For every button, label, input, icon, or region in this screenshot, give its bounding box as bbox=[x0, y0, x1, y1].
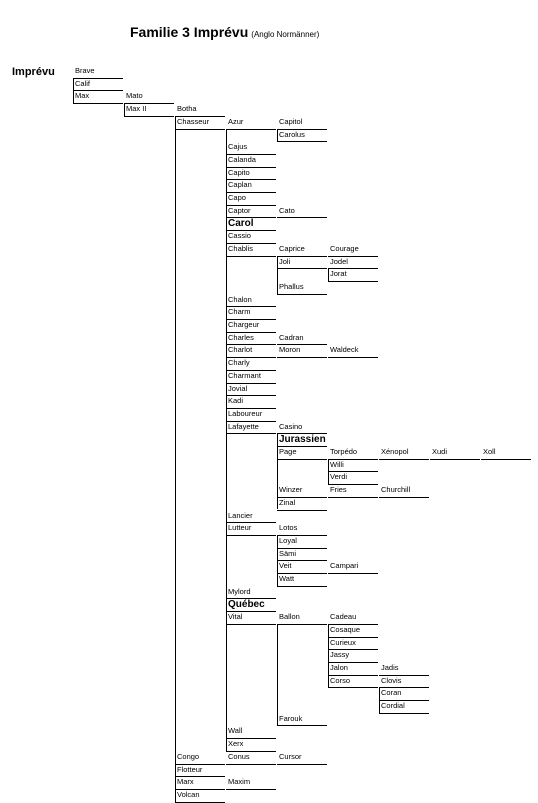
horse-name: Volcan bbox=[177, 789, 200, 799]
underline bbox=[226, 256, 276, 257]
horse-name: Cordial bbox=[381, 701, 405, 710]
connector-line bbox=[277, 256, 278, 294]
connector-line bbox=[328, 459, 329, 484]
connector-line bbox=[277, 624, 278, 726]
horse-name: Botha bbox=[177, 104, 197, 114]
subtitle: (Anglo Normänner) bbox=[251, 30, 320, 39]
connector-line bbox=[379, 687, 380, 712]
horse-name: Max II bbox=[126, 104, 147, 114]
underline bbox=[277, 586, 327, 587]
horse-name: Maxim bbox=[228, 777, 251, 787]
horse-name: Capitol bbox=[279, 116, 303, 126]
horse-name: Chargeur bbox=[228, 320, 260, 329]
connector-line bbox=[277, 433, 278, 509]
horse-name: Xerx bbox=[228, 739, 244, 749]
horse-name: Winzer bbox=[279, 485, 303, 495]
underline bbox=[328, 357, 378, 358]
horse-name: Loyal bbox=[279, 535, 297, 545]
underline bbox=[379, 497, 429, 498]
underline bbox=[226, 764, 276, 765]
underline bbox=[379, 459, 429, 460]
horse-name: Laboureur bbox=[228, 408, 263, 418]
horse-name: Cadran bbox=[279, 332, 304, 342]
horse-name: Jodel bbox=[330, 256, 348, 266]
horse-name: Cursor bbox=[279, 751, 302, 761]
horse-name: Page bbox=[279, 447, 297, 456]
horse-name: Moron bbox=[279, 345, 301, 355]
horse-name: Fries bbox=[330, 485, 347, 495]
underline bbox=[277, 357, 327, 358]
horse-name: Vital bbox=[228, 612, 243, 622]
horse-name: Watt bbox=[279, 574, 295, 583]
underline bbox=[226, 535, 276, 536]
horse-name: Chasseur bbox=[177, 116, 210, 126]
horse-name: Sämi bbox=[279, 548, 297, 558]
horse-name: Cadeau bbox=[330, 612, 357, 622]
horse-name: Willi bbox=[330, 459, 344, 469]
horse-name: Cassio bbox=[228, 231, 251, 241]
horse-name: Farouk bbox=[279, 713, 303, 723]
underline bbox=[175, 802, 225, 803]
horse-name: Flotteur bbox=[177, 764, 203, 774]
horse-name: Lotos bbox=[279, 523, 298, 533]
horse-name: Jassy bbox=[330, 650, 350, 660]
horse-name: Cato bbox=[279, 205, 295, 215]
horse-name: Ballon bbox=[279, 612, 300, 622]
horse-name: Carolus bbox=[279, 129, 305, 139]
horse-name: Coran bbox=[381, 688, 402, 698]
underline bbox=[379, 713, 429, 714]
horse-name: Caplan bbox=[228, 180, 252, 190]
connector-line bbox=[328, 268, 329, 281]
horse-name: Zinal bbox=[279, 497, 296, 507]
horse-name: Charm bbox=[228, 307, 251, 317]
connector-line bbox=[73, 78, 74, 103]
underline bbox=[277, 725, 327, 726]
horse-name: Campari bbox=[330, 561, 359, 571]
horse-name: Courage bbox=[330, 243, 359, 253]
root-horse-name: Imprévu bbox=[12, 66, 55, 78]
title-text: Familie 3 Imprévu bbox=[130, 24, 249, 40]
horse-name: Kadi bbox=[228, 396, 244, 406]
horse-name: Corso bbox=[330, 675, 351, 685]
horse-name: Québec bbox=[228, 599, 265, 611]
underline bbox=[277, 510, 327, 511]
horse-name: Lancier bbox=[228, 510, 253, 520]
underline bbox=[277, 624, 327, 625]
underline bbox=[328, 497, 378, 498]
horse-name: Clovis bbox=[381, 675, 402, 685]
horse-name: Charmant bbox=[228, 370, 261, 380]
underline bbox=[328, 281, 378, 282]
horse-name: Verdi bbox=[330, 472, 348, 482]
underline bbox=[226, 129, 276, 130]
horse-name: Curieux bbox=[330, 637, 356, 647]
horse-name: Charles bbox=[228, 332, 254, 342]
horse-name: Calif bbox=[75, 78, 91, 88]
horse-name: Wall bbox=[228, 726, 243, 736]
horse-name: Chalon bbox=[228, 294, 252, 304]
horse-name: Phallus bbox=[279, 281, 304, 291]
horse-name: Cosaque bbox=[330, 624, 361, 634]
horse-name: Brave bbox=[75, 66, 95, 75]
underline bbox=[73, 103, 123, 104]
horse-name: Lafayette bbox=[228, 421, 259, 431]
horse-name: Conus bbox=[228, 751, 250, 761]
horse-name: Waldeck bbox=[330, 345, 359, 355]
underline bbox=[277, 459, 327, 460]
horse-name: Chablis bbox=[228, 243, 254, 253]
connector-line bbox=[175, 116, 176, 802]
underline bbox=[328, 573, 378, 574]
horse-name: Capo bbox=[228, 193, 246, 202]
underline bbox=[277, 764, 327, 765]
horse-name: Joli bbox=[279, 256, 291, 266]
underline bbox=[481, 459, 531, 460]
underline bbox=[277, 217, 327, 218]
horse-name: Jadis bbox=[381, 662, 399, 672]
underline bbox=[226, 789, 276, 790]
horse-name: Lutteur bbox=[228, 523, 252, 533]
underline bbox=[226, 624, 276, 625]
horse-name: Xénopol bbox=[381, 447, 409, 456]
horse-name: Mato bbox=[126, 91, 143, 101]
horse-name: Jovial bbox=[228, 383, 248, 393]
underline bbox=[328, 687, 378, 688]
connector-line bbox=[277, 129, 278, 142]
horse-name: Jurassien bbox=[279, 434, 326, 446]
connector-line bbox=[226, 129, 227, 751]
horse-name: Charlot bbox=[228, 345, 253, 355]
horse-name: Jalon bbox=[330, 662, 348, 672]
horse-name: Xudi bbox=[432, 447, 448, 456]
horse-name: Cajus bbox=[228, 142, 248, 152]
horse-name: Calanda bbox=[228, 154, 256, 164]
underline bbox=[277, 294, 327, 295]
horse-name: Torpédo bbox=[330, 447, 358, 456]
underline bbox=[277, 268, 327, 269]
horse-name: Carol bbox=[228, 218, 254, 230]
connector-line bbox=[328, 624, 329, 688]
horse-name: Charly bbox=[228, 358, 250, 368]
horse-name: Captor bbox=[228, 205, 251, 215]
underline bbox=[277, 141, 327, 142]
underline bbox=[124, 116, 174, 117]
horse-name: Xoll bbox=[483, 447, 496, 456]
horse-name: Churchill bbox=[381, 485, 411, 495]
horse-name: Azur bbox=[228, 116, 244, 126]
connector-line bbox=[277, 535, 278, 586]
underline bbox=[226, 433, 276, 434]
horse-name: Capito bbox=[228, 167, 250, 177]
horse-name: Mylord bbox=[228, 586, 251, 596]
horse-name: Caprice bbox=[279, 243, 305, 253]
underline bbox=[175, 129, 225, 130]
horse-name: Casino bbox=[279, 421, 303, 431]
horse-name: Marx bbox=[177, 777, 194, 787]
horse-name: Jorat bbox=[330, 269, 347, 279]
horse-name: Veit bbox=[279, 561, 292, 571]
connector-line bbox=[124, 103, 125, 116]
underline bbox=[430, 459, 480, 460]
horse-name: Congo bbox=[177, 751, 200, 761]
horse-name: Max bbox=[75, 91, 90, 101]
